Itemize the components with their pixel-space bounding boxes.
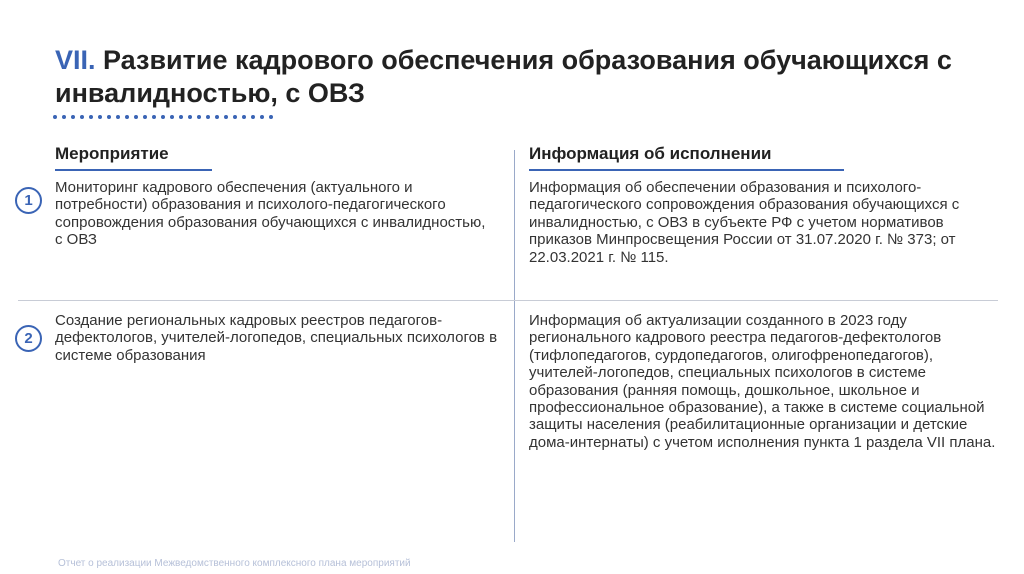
column-header-underline-right [529,169,844,171]
title-dots-divider [53,115,273,119]
page-title [55,44,995,110]
row-1-activity: Мониторинг кадрового обеспечения (актуального и потребности) образования и психолого-педагогического сопровождения образования обучающихся с инвалидностью, с ОВЗ [55,179,486,249]
section-number: VII. [55,45,96,75]
column-header-activity: Мероприятие [55,144,169,163]
row-1-info: Информация об обеспечении образования и психолого-педагогического сопровождения образования обучающихся с инвалидностью, с ОВЗ в субъекте РФ с учетом нормативов приказов Минпросвещения России от 31.07.2020 г. № 373; от 22.03.2021 г. № 115. [529,179,960,266]
row-divider [18,300,998,301]
row-number-badge: 1 [15,187,42,214]
row-number-badge: 2 [15,325,42,352]
row-2-activity: Создание региональных кадровых реестров педагогов-дефектологов, учителей-логопедов, специальных психологов в системе образования [55,312,498,364]
column-divider [514,150,515,542]
column-header-info: Информация об исполнении [529,144,772,163]
column-header-underline-left [55,169,212,171]
title-text: Развитие кадрового обеспечения образования обучающихся с инвалидностью, с ОВЗ [55,45,952,108]
row-2-info: Информация об актуализации созданного в 2023 году регионального кадрового реестра педагогов-дефектологов (тифлопедагогов, сурдопедагогов, олигофренопедагогов), учителей-логопедов, специальных психологов в системе образования (ранняя помощь, дошкольное, школьное и профессиональное образование), а также в системе социальной защиты населения (реабилитационные организации и детские дома-интернаты) с учетом исполнения пункта 1 раздела VII плана. [529,312,996,451]
footer-note: Отчет о реализации Межведомственного комплексного плана мероприятий [58,558,411,569]
